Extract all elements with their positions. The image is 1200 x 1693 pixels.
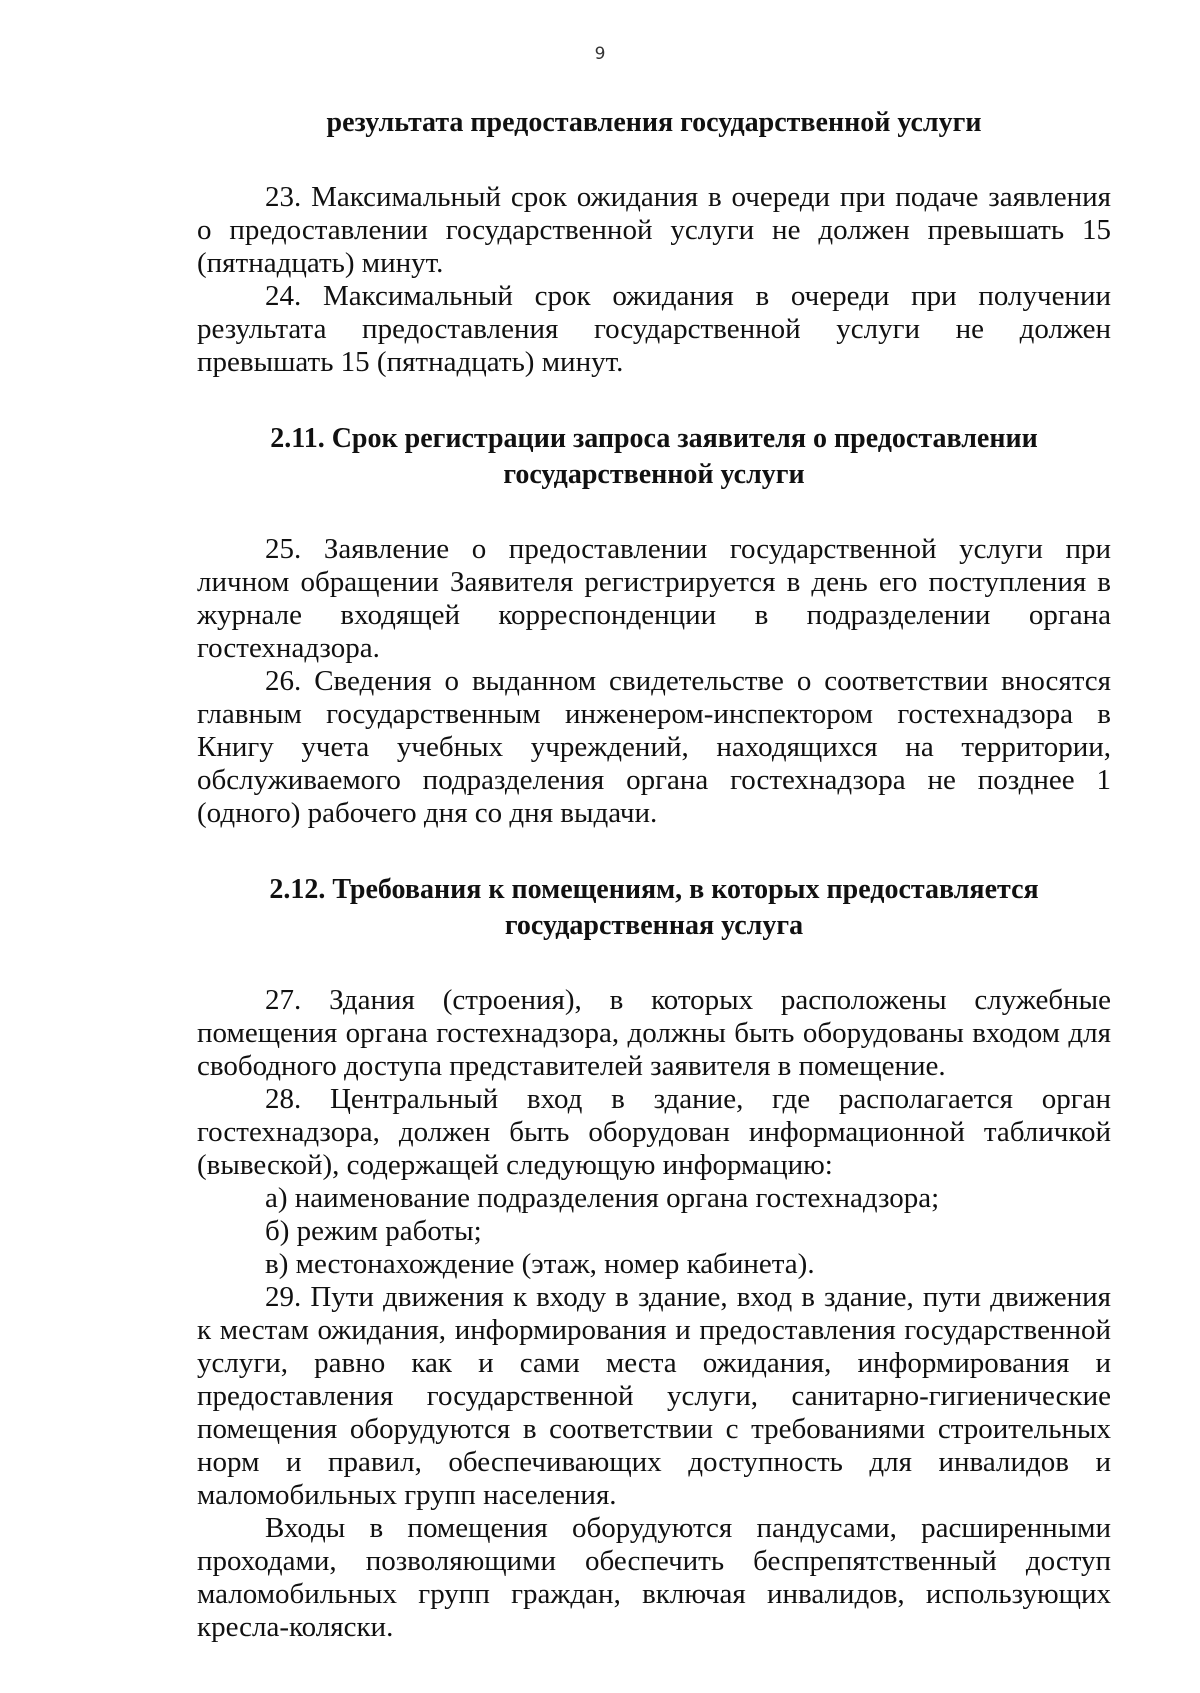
- paragraph-25: 25. Заявление о предоставлении государственной услуги при личном обращении Заявителя регистрируется в день его поступления в журнале входящей корреспонденции в подразделении органа гостехнадзора.: [197, 533, 1111, 664]
- paragraph-26: 26. Сведения о выданном свидетельстве о соответствии вносятся главным государственным инженером-инспектором гостехнадзора в Книгу учета учебных учреждений, находящихся на территории, обслуживаемого подразделения органа гостехнадзора не позднее 1 (одного) рабочего дня со дня выдачи.: [197, 665, 1111, 829]
- heading-line: результата предоставления государственной услуги: [326, 107, 982, 138]
- page-content: [197, 105, 1111, 1644]
- paragraph-27: 27. Здания (строения), в которых расположены служебные помещения органа гостехнадзора, должны быть оборудованы входом для свободного доступа представителей заявителя в помещение.: [197, 984, 1111, 1082]
- heading-line: государственная услуга: [504, 910, 804, 941]
- spacer: [197, 493, 1111, 533]
- section-heading-2-12: [197, 872, 1111, 944]
- spacer: [197, 830, 1111, 872]
- list-item-a: а) наименование подразделения органа гостехнадзора;: [265, 1182, 940, 1214]
- list-item-c: в) местонахождение (этаж, номер кабинета).: [265, 1248, 815, 1280]
- paragraph-23: 23. Максимальный срок ожидания в очереди при подаче заявления о предоставлении государственной услуги не должен превышать 15 (пятнадцать) минут.: [197, 181, 1111, 279]
- spacer: [197, 379, 1111, 421]
- spacer: [197, 141, 1111, 181]
- spacer: [197, 944, 1111, 984]
- paragraph-28: 28. Центральный вход в здание, где располагается орган гостехнадзора, должен быть оборудован информационной табличкой (вывеской), содержащей следующую информацию:: [197, 1083, 1111, 1181]
- heading-line: 2.12. Требования к помещениям, в которых предоставляется: [269, 874, 1039, 905]
- paragraph-29: 29. Пути движения к входу в здание, вход в здание, пути движения к местам ожидания, информирования и предоставления государственной услуги, равно как и сами места ожидания, информирования и предоставления государственной услуги, санитарно-гигиенические помещения оборудуются в соответствии с требованиями строительных норм и правил, обеспечивающих доступность для инвалидов и маломобильных групп населения.: [197, 1281, 1111, 1511]
- paragraph-entrances: Входы в помещения оборудуются пандусами, расширенными проходами, позволяющими обеспечить беспрепятственный доступ маломобильных групп граждан, включая инвалидов, использующих кресла-коляски.: [197, 1512, 1111, 1643]
- paragraph-24: 24. Максимальный срок ожидания в очереди при получении результата предоставления государственной услуги не должен превышать 15 (пятнадцать) минут.: [197, 280, 1111, 378]
- section-heading-2-11: [197, 421, 1111, 493]
- page-number: 9: [594, 44, 606, 64]
- section-heading-result: [197, 105, 1111, 141]
- heading-line: государственной услуги: [503, 459, 805, 490]
- list-item-b: б) режим работы;: [265, 1215, 482, 1247]
- heading-line: 2.11. Срок регистрации запроса заявителя о предоставлении: [270, 423, 1038, 454]
